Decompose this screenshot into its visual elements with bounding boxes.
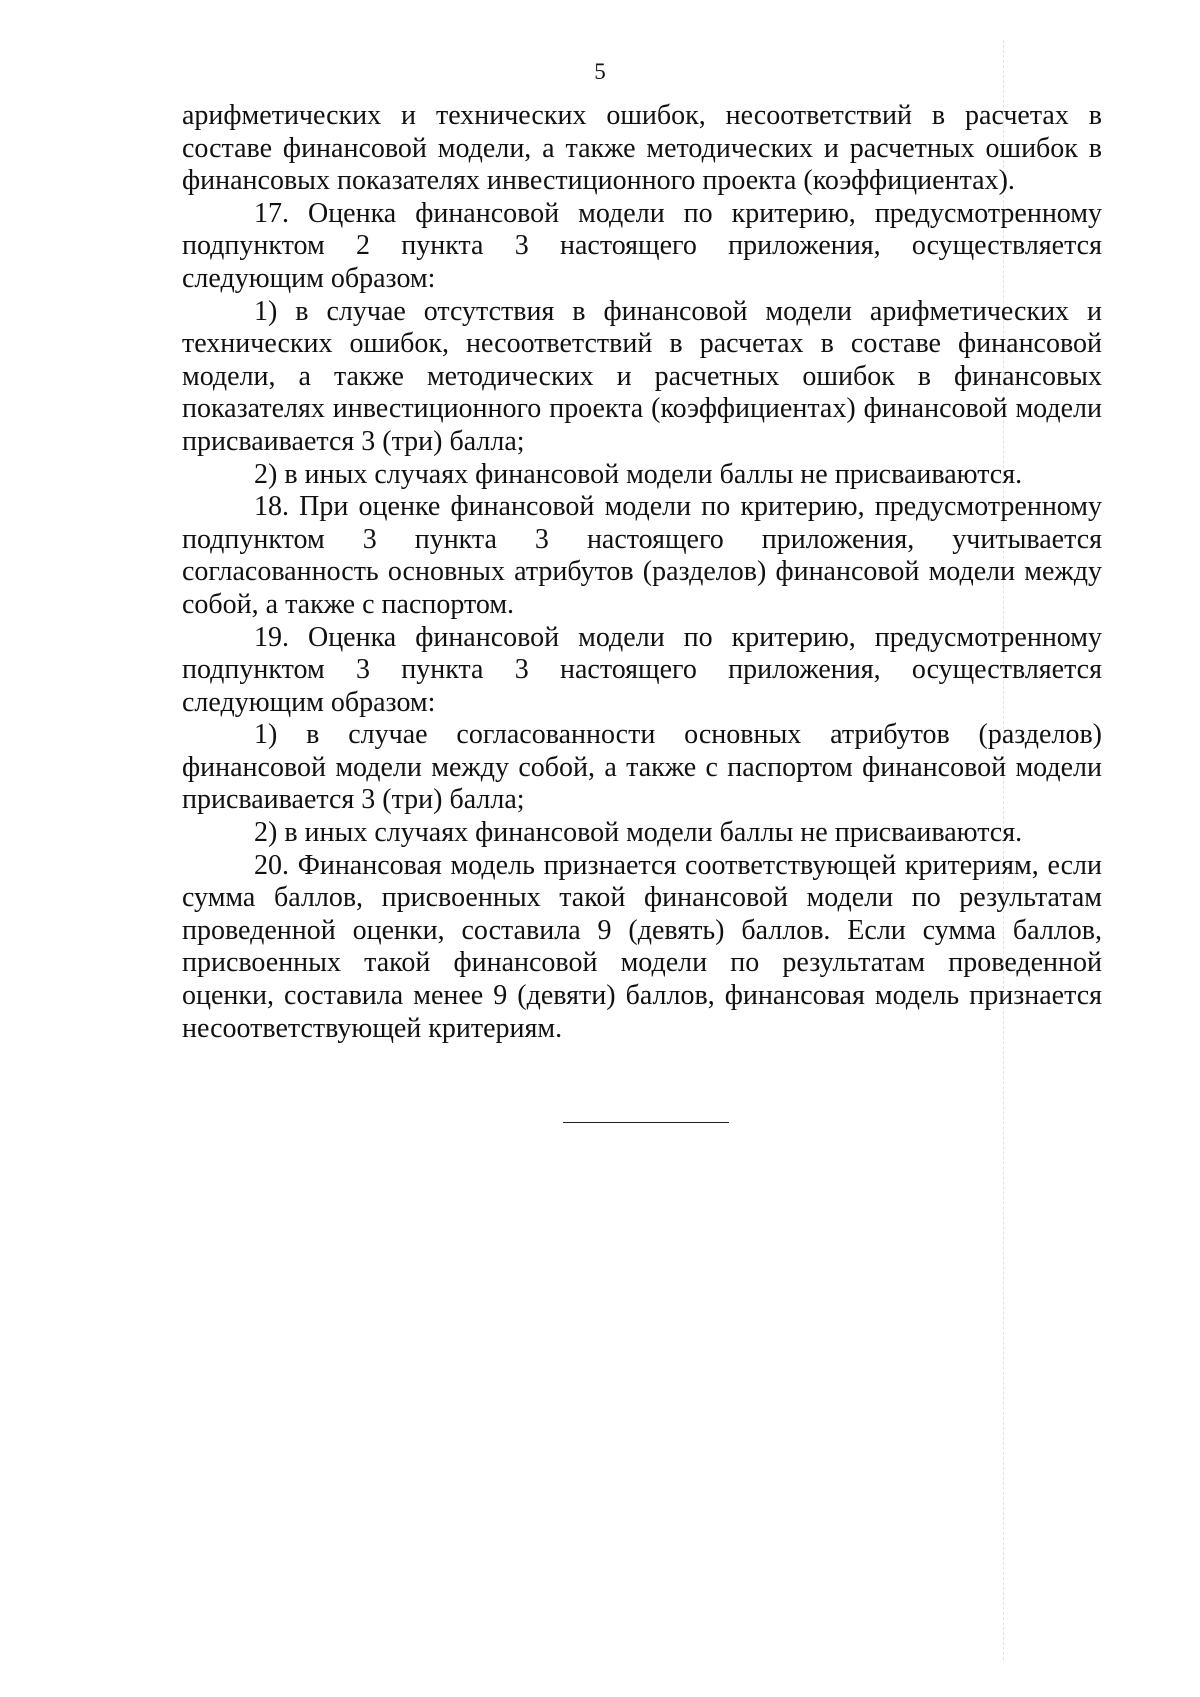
paragraph-17: 17. Оценка финансовой модели по критерию, предусмотренному подпунктом 2 пункта 3 настоящего приложения, осуществляется следующим образом: [182,197,1102,294]
end-of-document-rule [563,1122,729,1123]
page-number: 5 [594,59,606,84]
body-text [182,100,1102,1045]
paragraph-19-item-2: 2) в иных случаях финансовой модели баллы не присваиваются. [254,817,1023,849]
paragraph-continuation: арифметических и технических ошибок, несоответствий в расчетах в составе финансовой модели, а также методических и расчетных ошибок в финансовых показателях инвестиционного проекта (коэффициентах). [182,100,1102,197]
paragraph-18: 18. При оценке финансовой модели по критерию, предусмотренному подпунктом 3 пункта 3 настоящего приложения, учитывается согласованность основных атрибутов (разделов) финансовой модели между собой, а также с паспортом. [182,491,1102,620]
paragraph-19: 19. Оценка финансовой модели по критерию, предусмотренному подпунктом 3 пункта 3 настоящего приложения, осуществляется следующим образом: [182,621,1102,718]
paragraph-19-item-1: 1) в случае согласованности основных атрибутов (разделов) финансовой модели между собой, а также с паспортом финансовой модели присваивается 3 (три) балла; [182,719,1102,816]
paragraph-17-item-1: 1) в случае отсутствия в финансовой модели арифметических и технических ошибок, несоответствий в расчетах в составе финансовой модели, а также методических и расчетных ошибок в финансовых показателях инвестиционного проекта (коэффициентах) финансовой модели присваивается 3 (три) балла; [182,295,1102,457]
paragraph-20: 20. Финансовая модель признается соответствующей критериям, если сумма баллов, присвоенных такой финансовой модели по результатам проведенной оценки, составила 9 (девять) баллов. Если сумма баллов, присвоенных такой финансовой модели по результатам проведенной оценки, составила менее 9 (девяти) баллов, финансовая модель признается несоответствующей критериям. [182,849,1102,1044]
paragraph-17-item-2: 2) в иных случаях финансовой модели баллы не присваиваются. [254,458,1023,490]
